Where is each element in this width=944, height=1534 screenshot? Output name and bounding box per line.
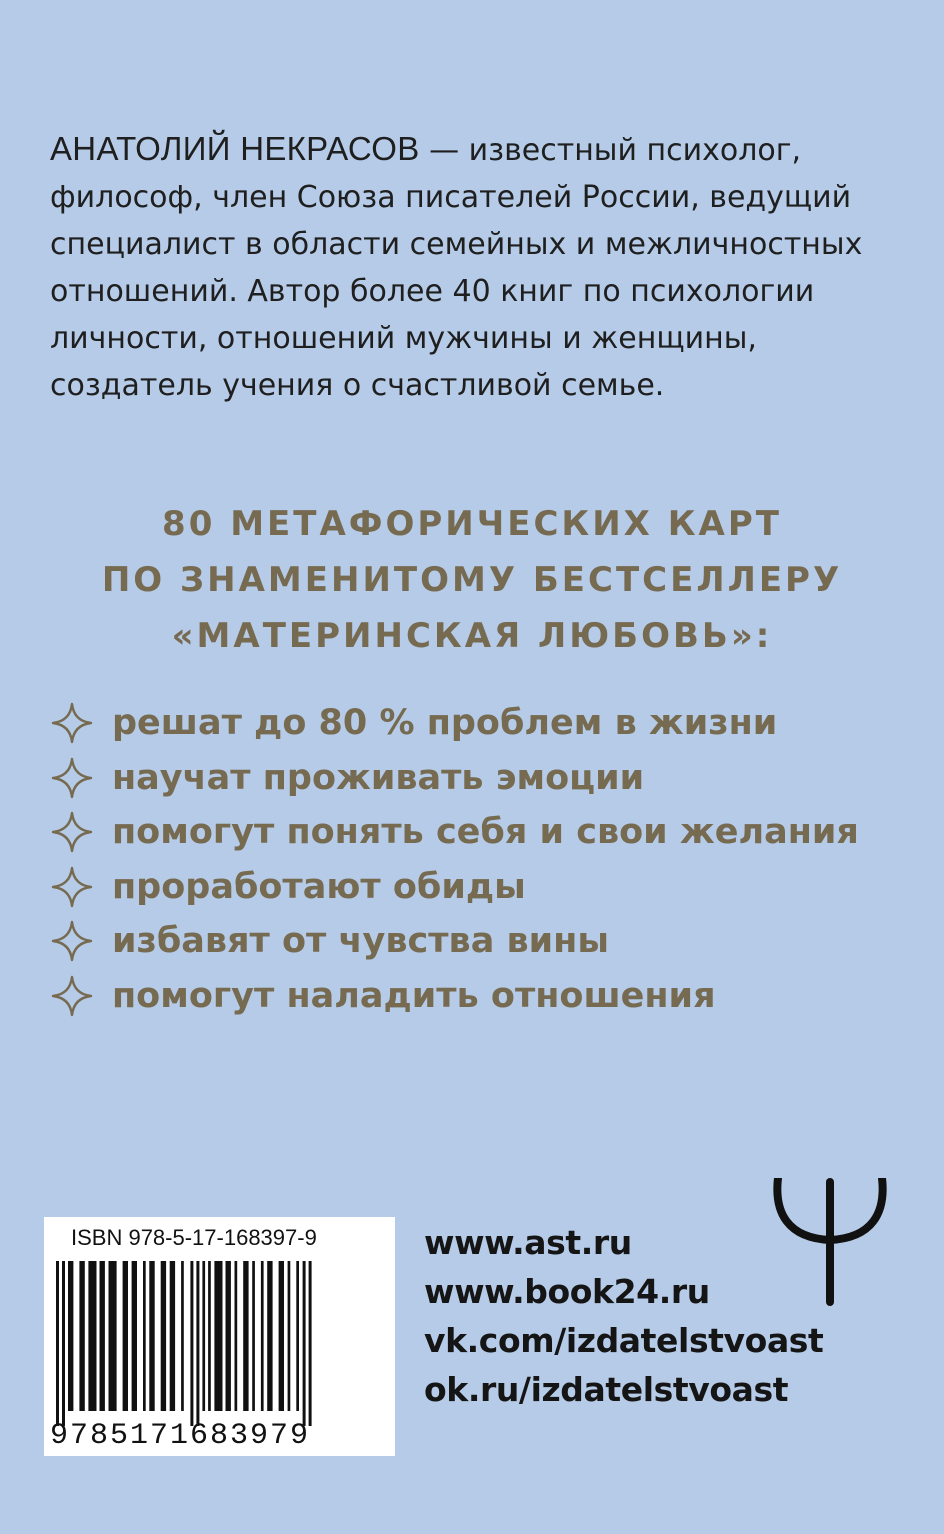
barcode-bar	[79, 1261, 84, 1411]
four-point-star-icon	[50, 810, 94, 854]
benefit-item	[50, 969, 859, 1024]
barcode-bar	[170, 1261, 175, 1411]
author-name: АНАТОЛИЙ НЕКРАСОВ	[50, 130, 420, 167]
barcode-bar	[109, 1261, 117, 1411]
link-ast[interactable]: www.ast.ru	[424, 1223, 632, 1262]
barcode-bar	[226, 1261, 231, 1411]
barcode-bar	[181, 1261, 184, 1411]
bio-line-6: создатель учения о счастливой семье.	[50, 368, 665, 403]
barcode-bar	[279, 1261, 284, 1411]
bio-line-5: личности, отношений мужчины и женщины,	[50, 321, 757, 356]
barcode-guard-bar	[196, 1261, 199, 1426]
barcode-guard-bar	[56, 1261, 59, 1426]
benefit-text: помогут наладить отношения	[112, 975, 716, 1016]
barcode-bar	[100, 1261, 105, 1411]
ean-first-digit: 9	[50, 1419, 71, 1453]
four-point-star-icon	[50, 919, 94, 963]
ean-digits	[50, 1419, 310, 1453]
barcode-bar	[267, 1261, 272, 1411]
psi-logo-icon	[770, 1178, 890, 1308]
benefits-list	[50, 696, 859, 1023]
headline-line-3: «МАТЕРИНСКАЯ ЛЮБОВЬ»:	[171, 616, 773, 656]
barcode-bar	[149, 1261, 154, 1411]
barcode-bar	[261, 1261, 264, 1411]
bio-line-1-text: — известный психолог,	[419, 133, 802, 168]
benefit-item	[50, 751, 859, 806]
benefit-text: избавят от чувства вины	[112, 921, 610, 962]
barcode-panel	[44, 1217, 395, 1456]
benefit-text: проработают обиды	[112, 866, 526, 907]
barcode-guard-bar	[190, 1261, 193, 1426]
link-ok[interactable]: ok.ru/izdatelstvoast	[424, 1370, 789, 1409]
link-book24[interactable]: www.book24.ru	[424, 1272, 710, 1311]
barcode-bar	[132, 1261, 137, 1411]
bio-line-4: отношений. Автор более 40 книг по психологии	[50, 274, 815, 309]
isbn-label: ISBN 978-5-17-168397-9	[71, 1225, 317, 1250]
barcode-guard-bar	[309, 1261, 312, 1426]
four-point-star-icon	[50, 701, 94, 745]
benefit-text: научат проживать эмоции	[112, 757, 645, 798]
author-bio	[50, 125, 910, 409]
barcode-bar	[288, 1261, 291, 1411]
benefit-item	[50, 860, 859, 915]
barcode-guard-bar	[62, 1261, 65, 1426]
barcode-bar	[235, 1261, 238, 1411]
benefit-text: решат до 80 % проблем в жизни	[112, 703, 778, 744]
headline-line-2: ПО ЗНАМЕНИТОМУ БЕСТСЕЛЛЕРУ	[101, 560, 843, 600]
barcode-guard-bar	[303, 1261, 306, 1426]
barcode-bar	[161, 1261, 166, 1411]
bio-line-2: философ, член Союза писателей России, ведущий	[50, 180, 852, 215]
benefit-text: помогут понять себя и свои желания	[112, 812, 859, 853]
barcode-bar	[252, 1261, 255, 1411]
barcode-bar	[143, 1261, 146, 1411]
four-point-star-icon	[50, 974, 94, 1018]
headline-line-1: 80 МЕТАФОРИЧЕСКИХ КАРТ	[162, 504, 782, 544]
ean-right-group: 683979	[190, 1419, 311, 1453]
barcode-bar	[123, 1261, 128, 1411]
barcode-bar	[202, 1261, 205, 1411]
barcode-bar	[88, 1261, 96, 1411]
barcode-bar	[214, 1261, 222, 1411]
bio-line-1	[50, 125, 910, 174]
publisher-links	[424, 1218, 823, 1414]
benefit-item	[50, 914, 859, 969]
bio-line-3: специалист в области семейных и межличностных	[50, 227, 863, 262]
four-point-star-icon	[50, 756, 94, 800]
barcode-bar	[296, 1261, 299, 1411]
barcode-bar	[243, 1261, 248, 1411]
benefit-item	[50, 696, 859, 751]
four-point-star-icon	[50, 865, 94, 909]
benefit-item	[50, 805, 859, 860]
link-vk[interactable]: vk.com/izdatelstvoast	[424, 1321, 824, 1360]
barcode-bar	[68, 1261, 73, 1411]
ean-left-group: 785171	[70, 1419, 191, 1453]
cards-headline	[0, 496, 944, 664]
barcode-bar	[208, 1261, 211, 1411]
